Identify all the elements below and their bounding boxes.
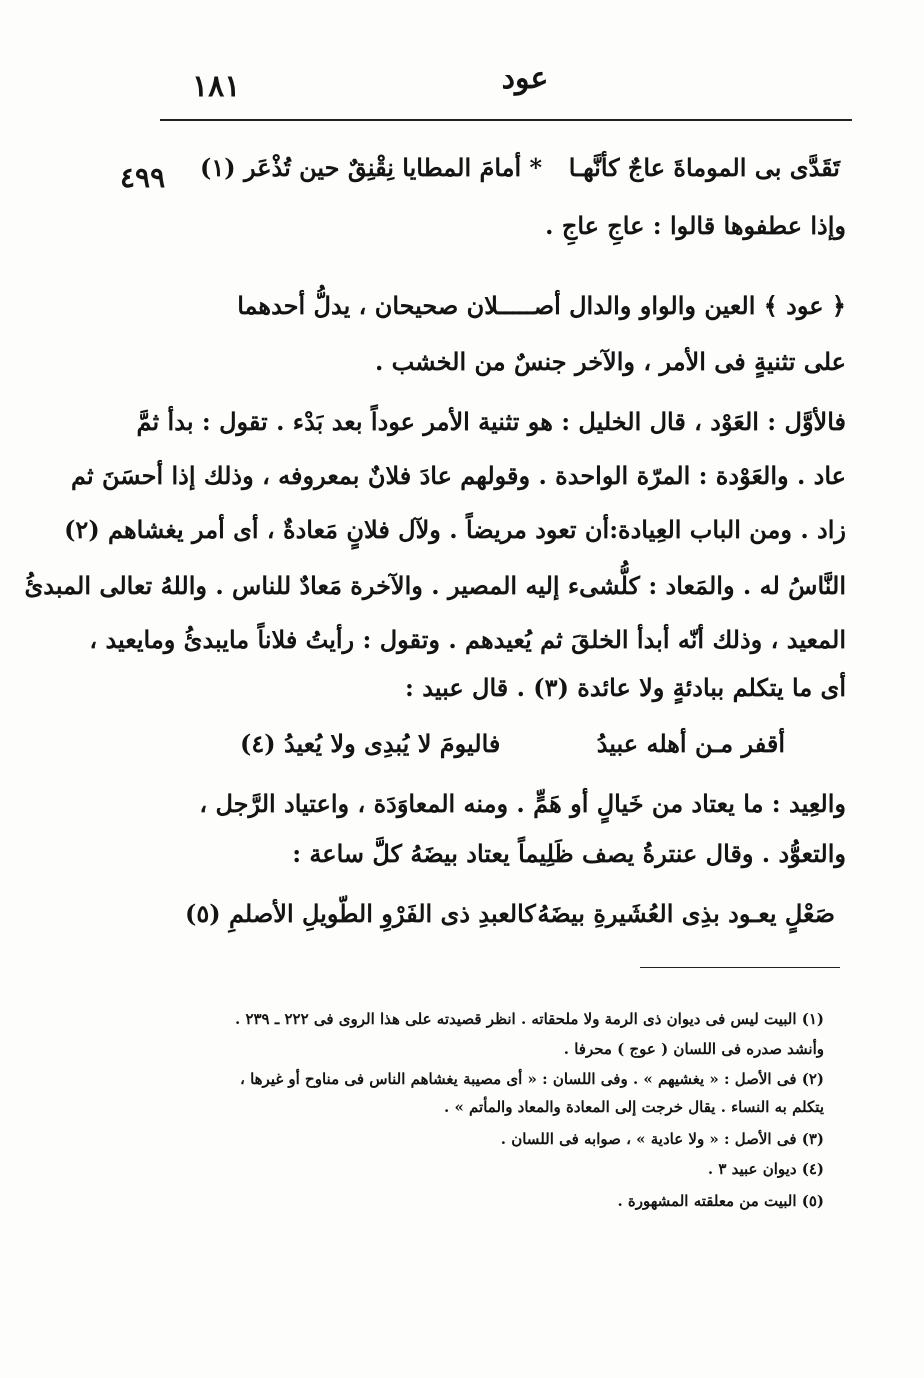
footnote-line: (٣) فى الأصل : « ولا عادية » ، صوابه فى اللسان . (500, 1130, 824, 1148)
verse-2-left-half: فاليومَ لا يُبدِى ولا يُعيدُ (٤) (240, 729, 501, 758)
footnote-line: (١) البيت ليس فى ديوان ذى الرمة ولا ملحقاته . انظر قصيدته على هذا الروى فى ٢٢٢ ـ ٢٣٩ . (234, 1010, 824, 1028)
margin-reference-number: ٤٩٩ (120, 161, 166, 194)
entry-heading-line: ﴿ عود ﴾ العين والواو والدال أصـــــلان صحيحان ، يدلُّ أحدهما (237, 291, 846, 320)
text-line: المعيد ، وذلك أنّه أبدأ الخلقَ ثم يُعيدهم . وتقول : رأيتُ فلاناً مايبدئُ ومايعيد ، (89, 625, 846, 654)
footnote-line: يتكلم به النساء . يقال خرجت إلى المعادة والمعاد والمأتم » . (444, 1098, 824, 1116)
text-line: فالأوَّل : العَوْد ، قال الخليل : هو تثنية الأمر عوداً بعد بَدْء . تقول : بدأ ثمَّ (136, 407, 846, 436)
text-line: عاد . والعَوْدة : المرّة الواحدة . وقولهم عادَ فلانٌ بمعروفه ، وذلك إذا أحسَنَ ثم (70, 461, 846, 490)
text-line: والتعوُّد . وقال عنترةُ يصف ظَلِيماً يعتاد بيضَهُ كلَّ ساعة : (292, 839, 846, 868)
footnote-line: (٤) ديوان عبيد ٣ . (707, 1160, 824, 1178)
verse-2 (240, 728, 785, 760)
text-line: على تثنيةٍ فى الأمر ، والآخر جنسٌ من الخشب . (374, 347, 846, 376)
verse-3-right-half: صَعْلٍ يعـود بذِى العُشَيرةِ بيضَهُ (537, 899, 835, 928)
verse-3-left-half: كالعبدِ ذى الفَرْوِ الطّويلِ الأصلمِ (٥) (185, 899, 536, 928)
verse-2-right-half: أقفر مـن أهله عبيدُ (596, 729, 785, 758)
footnote-separator (640, 967, 840, 968)
text-line: النَّاسُ له . والمَعاد : كلُّشىء إليه المصير . والآخرة مَعادٌ للناس . واللهُ تعالى المبدئُ (24, 571, 846, 600)
footnote-line: (٥) البيت من معلقته المشهورة . (617, 1192, 824, 1210)
verse-1-left-half: * أمامَ المطايا نِقْنِقٌ حين تُذْعَر (١) (200, 153, 543, 182)
verse-1 (200, 152, 840, 184)
running-head-word: عود (501, 61, 549, 96)
text-line: زاد . ومن الباب العِيادة:أن تعود مريضاً . ولآل فلانٍ مَعادةٌ ، أى أمر يغشاهم (٢) (64, 515, 846, 544)
text-line: والعِيد : ما يعتاد من خَيالٍ أو هَمٍّ . ومنه المعاوَدَة ، واعتياد الرَّجل ، (199, 789, 846, 818)
footnote-line: وأنشد صدره فى اللسان ( عوج ) محرفا . (563, 1040, 824, 1058)
header-rule (160, 119, 852, 121)
verse-3 (185, 898, 835, 930)
text-line: أى ما يتكلم ببادئةٍ ولا عائدة (٣) . قال عبيد : (405, 673, 846, 702)
page-number: ١٨١ (192, 69, 241, 104)
text-line: وإذا عطفوها قالوا : عاجِ عاجِ . (545, 211, 846, 240)
verse-1-right-half: تَقَدَّى بى الموماةَ عاجٌ كأنَّهـا (568, 153, 840, 182)
footnote-line: (٢) فى الأصل : « يغشيهم » . وفى اللسان : « أى مصيبة يغشاهم الناس فى مناوح أو غيرها ، (240, 1070, 824, 1088)
